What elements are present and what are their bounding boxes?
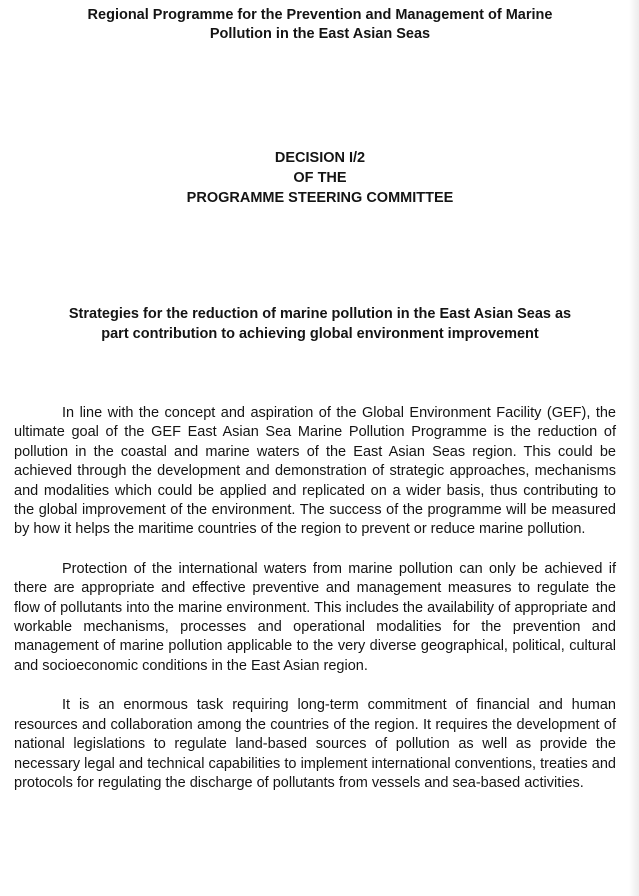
decision-title: [20, 148, 620, 208]
decision-line-1: DECISION I/2: [274, 150, 366, 166]
programme-header: [20, 6, 620, 44]
paragraph-3: It is an enormous task requiring long-term commitment of financial and human resources and collaboration among the countries of the region. It requires the development of national legislations to regulate land-based sources of pollution as well as provide the necessary legal and technical capabilities to implement international conventions, treaties and protocols for regulating the discharge of pollutants from vessels and sea-based activities.: [14, 697, 616, 791]
paragraph-1: In line with the concept and aspiration of the Global Environment Facility (GEF), the ultimate goal of the GEF East Asian Sea Marine Pollution Programme is the reduction of pollution in the coastal and marine waters of the East Asian Seas region. This could be achieved through the development and demonstration of strategic approaches, mechanisms and modalities which could be applied and replicated on a wider basis, thus contributing to the global improvement of the environment. The success of the programme will be measured by how it helps the maritime countries of the region to prevent or reduce marine pollution.: [14, 405, 616, 538]
subtitle-line-1: Strategies for the reduction of marine pollution in the East Asian Seas as: [68, 306, 572, 322]
decision-subtitle: [10, 304, 630, 344]
header-line-2: Pollution in the East Asian Seas: [209, 26, 431, 42]
header-line-1: Regional Programme for the Prevention and Management of Marine: [87, 7, 553, 23]
decision-line-2: OF THE: [293, 170, 347, 186]
decision-line-3: PROGRAMME STEERING COMMITTEE: [186, 190, 454, 206]
body-text: [14, 404, 616, 813]
scan-edge-shadow: [629, 0, 639, 896]
paragraph-2: Protection of the international waters from marine pollution can only be achieved if there are appropriate and effective preventive and management measures to regulate the flow of pollutants into the marine environment. This includes the availability of appropriate and workable mechanisms, processes and operational modalities for the prevention and management of marine pollution applicable to the very diverse geographical, political, cultural and socioeconomic conditions in the East Asian region.: [14, 560, 616, 674]
subtitle-line-2: part contribution to achieving global environment improvement: [101, 326, 539, 342]
